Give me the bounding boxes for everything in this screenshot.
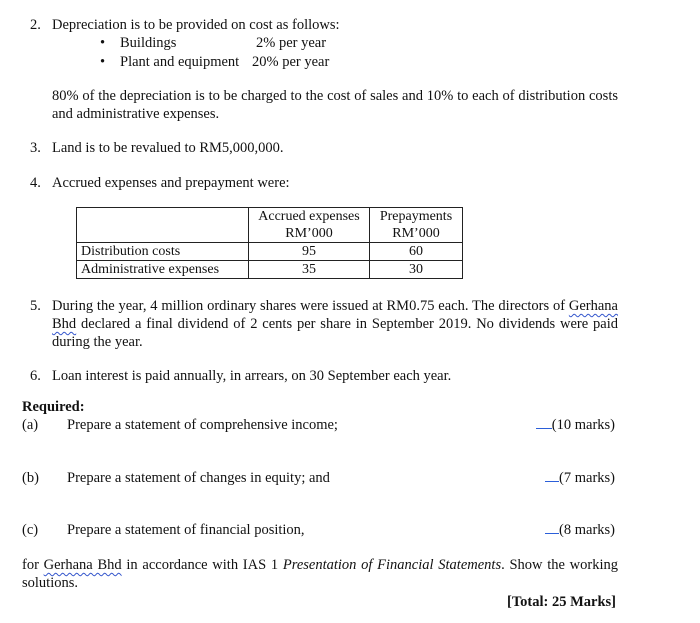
item-4-text: Accrued expenses and prepayment were:: [52, 175, 290, 191]
table-header-row: [77, 208, 463, 226]
footer-text-a: for: [22, 557, 44, 573]
part-c-marks-text: (8 marks): [559, 522, 615, 538]
footer-standard-title: Presentation of Financial Statements: [282, 557, 502, 573]
part-b-marks-text: (7 marks): [559, 470, 615, 486]
bullet-buildings-label: Buildings: [120, 35, 177, 51]
item-5-text-b: declared a final dividend of 2 cents per share in September 2019. No dividends were paid during the year.: [52, 316, 618, 350]
row-accrued: 95: [249, 243, 370, 261]
footer-text-b: in accordance with IAS 1: [121, 557, 283, 573]
bullet-plant-label: Plant and equipment: [120, 54, 240, 70]
part-b-text: Prepare a statement of changes in equity; and: [67, 470, 330, 486]
table-units-row: [77, 225, 463, 243]
marks-underline: [545, 521, 559, 534]
item-6-number: 6.: [30, 368, 41, 384]
item-6-text: Loan interest is paid annually, in arrears, on 30 September each year.: [52, 368, 452, 384]
part-c-label: (c): [22, 522, 39, 538]
row-label: Distribution costs: [77, 243, 249, 261]
item-5-text-a: During the year, 4 million ordinary shares were issued at RM0.75 each. The directors of: [52, 298, 569, 314]
part-c-text: Prepare a statement of financial position,: [67, 522, 305, 538]
item-3-number: 3.: [30, 140, 41, 156]
part-a-marks: [536, 416, 615, 434]
part-a-marks-text: (10 marks): [551, 417, 615, 433]
table-row: [77, 243, 463, 261]
bullet-buildings-rate: 2% per year: [256, 35, 327, 51]
required-heading: Required:: [22, 399, 85, 415]
table-blank-cell: [77, 225, 249, 243]
table-row: [77, 261, 463, 279]
unit-prepayments: RM’000: [370, 225, 463, 243]
marks-underline: [536, 416, 552, 429]
unit-accrued: RM’000: [249, 225, 370, 243]
part-b-marks: [545, 469, 615, 487]
required-footer: [22, 556, 618, 592]
item-3-text: Land is to be revalued to RM5,000,000.: [52, 140, 284, 156]
row-accrued: 35: [249, 261, 370, 279]
company-name: Gerhana Bhd: [43, 557, 122, 573]
part-b-label: (b): [22, 470, 39, 486]
item-2-text: Depreciation is to be provided on cost as follows:: [52, 17, 340, 33]
company-name: Gerhana Bhd: [52, 298, 618, 332]
footer-text-c: . Show the working solutions.: [22, 557, 618, 591]
part-c-marks: [545, 521, 615, 539]
accrued-prepayment-table: [76, 207, 463, 279]
item-5-text: [52, 297, 618, 351]
part-a-label: (a): [22, 417, 39, 433]
item-5-number: 5.: [30, 298, 41, 314]
bullet-icon: •: [100, 35, 106, 51]
bullet-plant-rate: 20% per year: [252, 54, 330, 70]
row-prepayments: 60: [370, 243, 463, 261]
row-label: Administrative expenses: [77, 261, 249, 279]
header-accrued: Accrued expenses: [249, 208, 370, 226]
item-4-number: 4.: [30, 175, 41, 191]
marks-underline: [545, 469, 559, 482]
bullet-icon: •: [100, 54, 106, 70]
row-prepayments: 30: [370, 261, 463, 279]
item-2-number: 2.: [30, 17, 41, 33]
item-2-note: 80% of the depreciation is to be charged to the cost of sales and 10% to each of distribution costs and administrative expenses.: [52, 88, 618, 122]
header-prepayments: Prepayments: [370, 208, 463, 226]
table-corner-cell: [77, 208, 249, 226]
part-a-text: Prepare a statement of comprehensive income;: [67, 417, 338, 433]
total-marks: [Total: 25 Marks]: [506, 594, 616, 610]
